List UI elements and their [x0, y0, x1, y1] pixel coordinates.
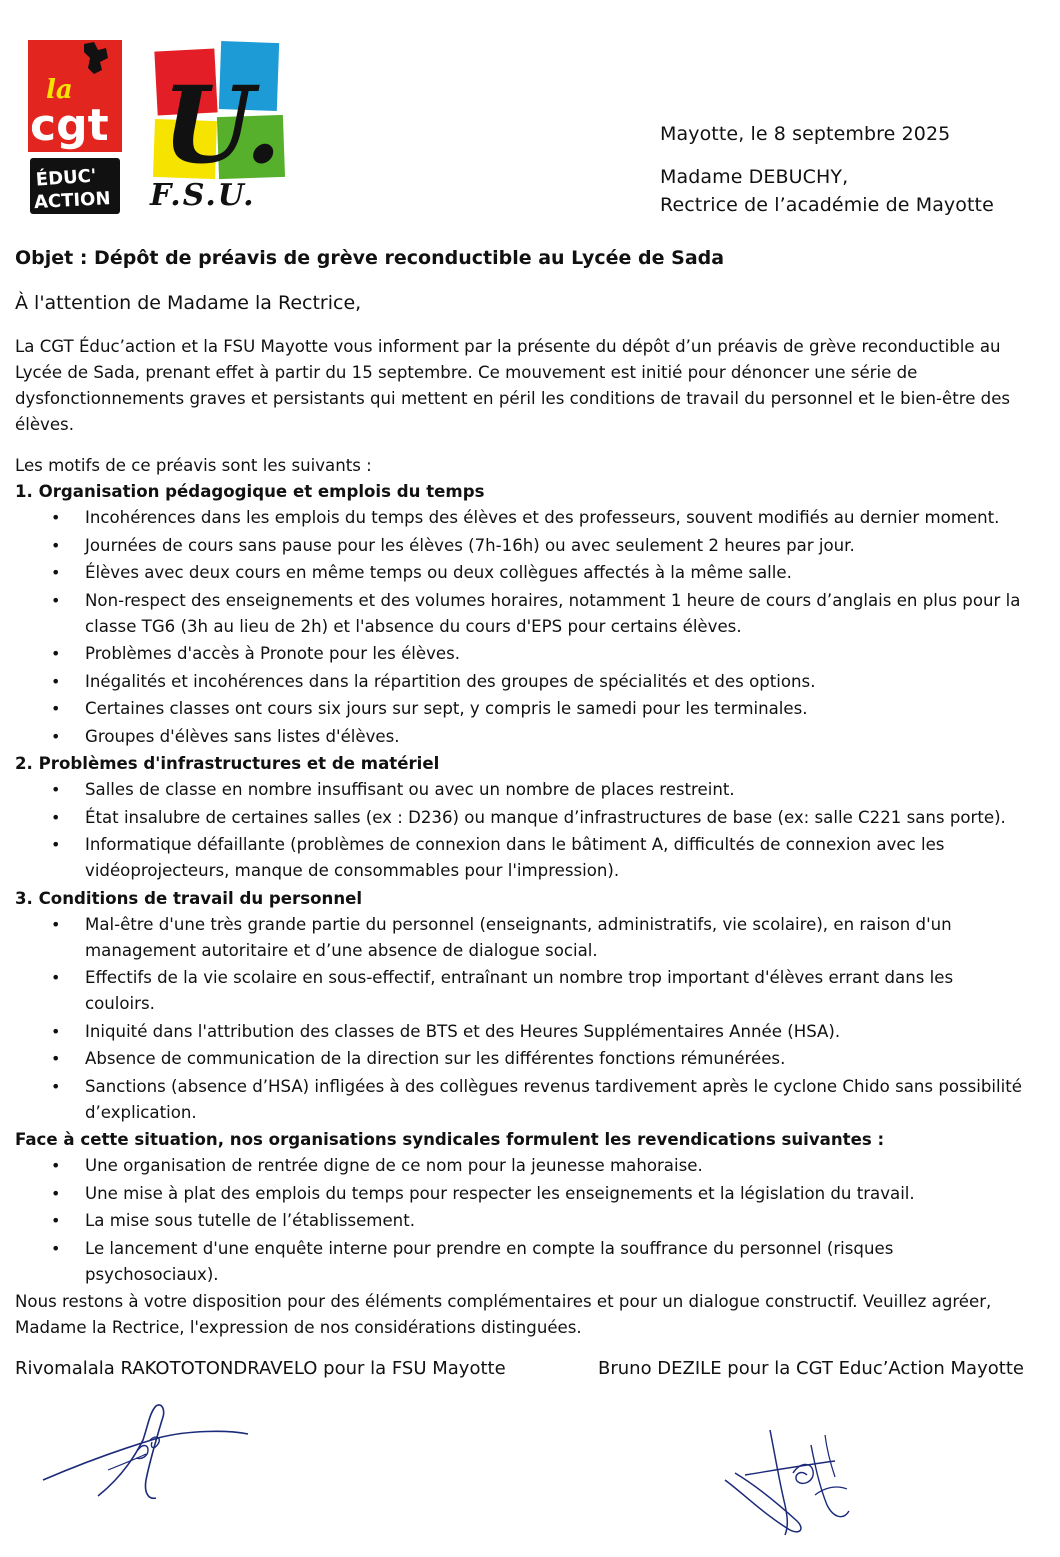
list-item: • Inégalités et incohérences dans la répartition des groupes de spécialités et des options. [15, 669, 1025, 695]
recipient-title: Rectrice de l’académie de Mayotte [660, 194, 994, 216]
list-item: • Élèves avec deux cours en même temps ou deux collègues affectés à la même salle. [15, 560, 1025, 586]
list-item: • Iniquité dans l'attribution des classes de BTS et des Heures Supplémentaires Année (HSA). [15, 1019, 1025, 1045]
list-item: • Effectifs de la vie scolaire en sous-effectif, entraînant un nombre trop important d'élèves errant dans les couloirs. [15, 965, 1025, 1017]
letter-body [15, 453, 1025, 1341]
section-list [15, 777, 1025, 884]
list-item: • Incohérences dans les emplois du temps des élèves et des professeurs, souvent modifiés au dernier moment. [15, 505, 1025, 531]
list-item: • État insalubre de certaines salles (ex : D236) ou manque d’infrastructures de base (ex: salle C221 sans porte). [15, 805, 1025, 831]
demands-list [15, 1153, 1025, 1288]
recipient-name: Madame DEBUCHY, [660, 166, 849, 188]
section-title: 2. Problèmes d'infrastructures et de matériel [15, 754, 440, 773]
list-item: • Journées de cours sans pause pour les élèves (7h-16h) ou avec seulement 2 heures par jour. [15, 533, 1025, 559]
letter-salutation: À l'attention de Madame la Rectrice, [15, 292, 362, 314]
fsu-text: F.S.U. [150, 178, 256, 212]
fsu-logo [148, 40, 303, 212]
list-item: • Problèmes d'accès à Pronote pour les élèves. [15, 641, 1025, 667]
cgt-action-text: ACTION [33, 188, 112, 214]
date-recipient-block [660, 120, 994, 219]
demands-title: Face à cette situation, nos organisations syndicales formulent les revendications suivantes : [15, 1130, 885, 1149]
motifs-intro: Les motifs de ce préavis sont les suivants : [15, 456, 372, 475]
closing-paragraph: Nous restons à votre disposition pour des éléments complémentaires et pour un dialogue constructif. Veuillez agréer, Madame la Rectrice, l'expression de nos considérations distinguées. [15, 1292, 992, 1337]
section-title: 1. Organisation pédagogique et emplois du temps [15, 482, 485, 501]
section-title: 3. Conditions de travail du personnel [15, 888, 363, 908]
list-item: • La mise sous tutelle de l’établissement. [15, 1208, 1025, 1234]
signature-left [38, 1400, 253, 1510]
cgt-text: cgt [30, 100, 109, 151]
fsu-u-text: U. [162, 62, 282, 187]
list-item: • Le lancement d'une enquête interne pour prendre en compte la souffrance du personnel (risques psychosociaux). [15, 1236, 1025, 1288]
section-list [15, 505, 1025, 750]
list-item: • Certaines classes ont cours six jours sur sept, y compris le samedi pour les terminales. [15, 696, 1025, 722]
signatory-right: Bruno DEZILE pour la CGT Educ’Action Mayotte [598, 1358, 1024, 1379]
list-item: • Informatique défaillante (problèmes de connexion dans le bâtiment A, difficultés de connexion avec les vidéoprojecteurs, manque de consommables pour l'impression). [15, 832, 1025, 884]
list-item: • Non-respect des enseignements et des volumes horaires, notamment 1 heure de cours d’anglais en plus pour la classe TG6 (3h au lieu de 2h) et l'absence du cours d'EPS pour certains élèves. [15, 588, 1025, 640]
list-item: • Mal-être d'une très grande partie du personnel (enseignants, administratifs, vie scolaire), en raison d'un management autoritaire et d’une absence de dialogue social. [15, 912, 1025, 964]
letter-subject: Objet : Dépôt de préavis de grève reconductible au Lycée de Sada [15, 247, 725, 269]
list-item: • Une mise à plat des emplois du temps pour respecter les enseignements et la législation du travail. [15, 1181, 1025, 1207]
signatory-left: Rivomalala RAKOTOTONDRAVELO pour la FSU Mayotte [15, 1358, 506, 1379]
letter-date: Mayotte, le 8 septembre 2025 [660, 123, 951, 145]
list-item: • Une organisation de rentrée digne de ce nom pour la jeunesse mahoraise. [15, 1153, 1025, 1179]
section-list [15, 912, 1025, 1126]
list-item: • Salles de classe en nombre insuffisant ou avec un nombre de places restreint. [15, 777, 1025, 803]
intro-paragraph: La CGT Éduc’action et la FSU Mayotte vous informent par la présente du dépôt d’un préavis de grève reconductible au Lycée de Sada, prenant effet à partir du 15 septembre. Ce mouvement est initié pour dénoncer une série de dysfonctionnements graves et persistants qui mettent en péril les conditions de travail du personnel et le bien-être des élèves. [15, 337, 1011, 434]
list-item: • Groupes d'élèves sans listes d'élèves. [15, 724, 1025, 750]
cgt-la-text: la [46, 75, 73, 105]
signature-right [715, 1425, 855, 1540]
list-item: • Absence de communication de la direction sur les différentes fonctions rémunérées. [15, 1046, 1025, 1072]
cgt-educ-text: ÉDUC' [35, 165, 98, 191]
list-item: • Sanctions (absence d’HSA) infligées à des collègues revenus tardivement après le cyclone Chido sans possibilité d’explication. [15, 1074, 1025, 1126]
cgt-educaction-logo [28, 40, 122, 218]
